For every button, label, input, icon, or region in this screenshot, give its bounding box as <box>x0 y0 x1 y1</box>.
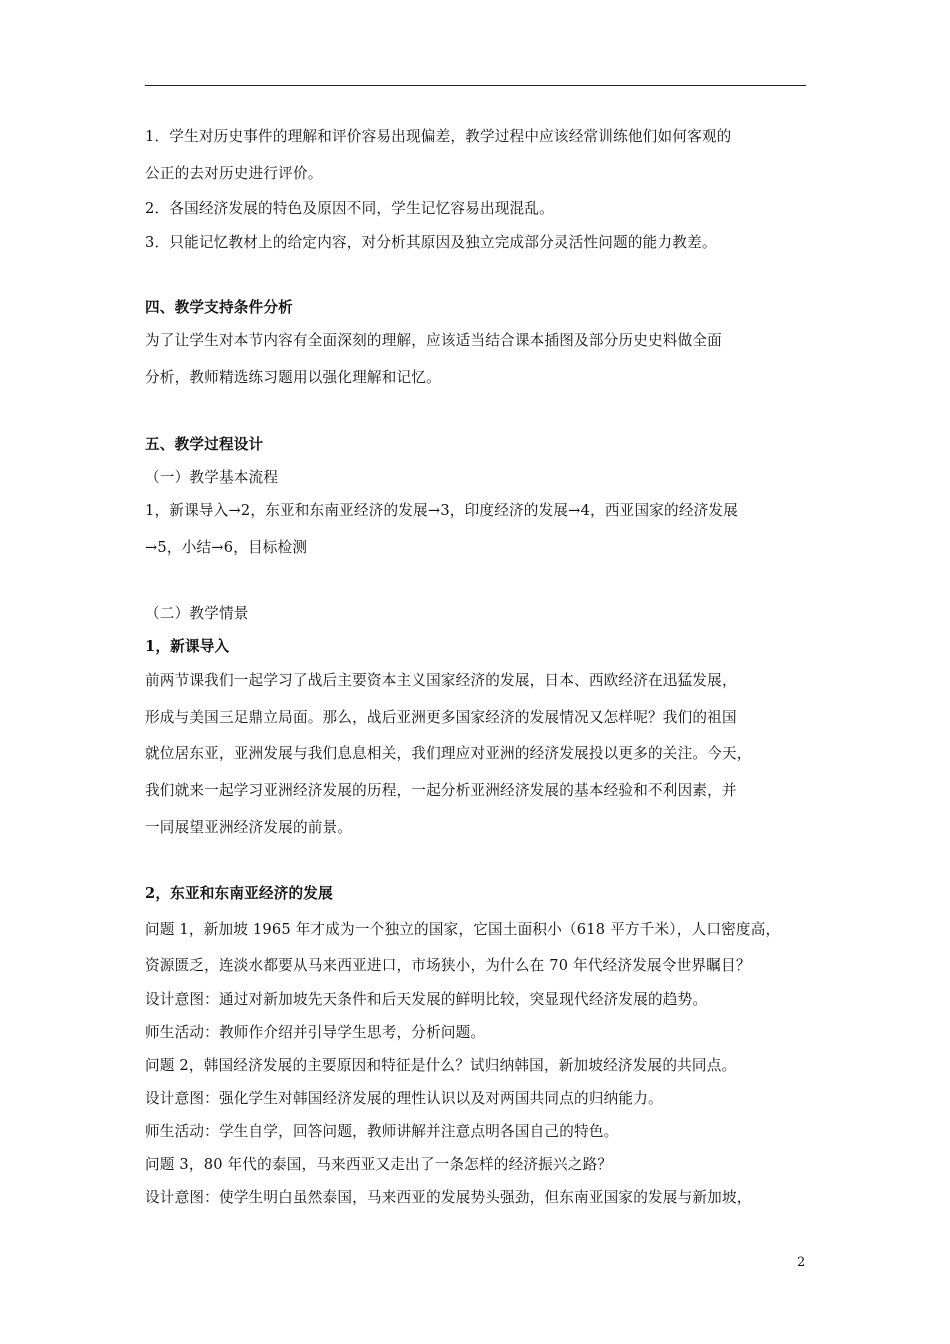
header-rule <box>145 85 806 86</box>
intro-paragraph-line: 形成与美国三足鼎立局面。那么，战后亚洲更多国家经济的发展情况又怎样呢？我们的祖国 <box>145 709 737 726</box>
question-line: 问题 1，新加坡 1965 年才成为一个独立的国家，它国土面积小（618 平方千米），人口密度高， <box>145 921 781 938</box>
intro-paragraph-line: 前两节课我们一起学习了战后主要资本主义国家经济的发展，日本、西欧经济在迅猛发展， <box>145 672 737 689</box>
flow-line: 1，新课导入→2，东亚和东南亚经济的发展→3，印度经济的发展→4，西亚国家的经济发展 <box>145 502 739 519</box>
design-intent-line: 设计意图：使学生明白虽然泰国，马来西亚的发展势头强劲，但东南亚国家的发展与新加坡， <box>145 1189 752 1206</box>
difficulty-item-1-cont: 公正的去对历史进行评价。 <box>145 165 323 182</box>
activity-line: 师生活动：学生自学，回答问题，教师讲解并注意点明各国自己的特色。 <box>145 1123 619 1140</box>
section-heading-5: 五、教学过程设计 <box>145 436 264 453</box>
design-intent-line: 设计意图：通过对新加坡先天条件和后天发展的鲜明比较，突显现代经济发展的趋势。 <box>145 991 708 1008</box>
difficulty-item-3: 3．只能记忆教材上的给定内容，对分析其原因及独立完成部分灵活性问题的能力教差。 <box>145 234 717 251</box>
support-paragraph-line: 为了让学生对本节内容有全面深刻的理解，应该适当结合课本插图及部分历史史料做全面 <box>145 332 722 349</box>
intro-paragraph-line: 一同展望亚洲经济发展的前景。 <box>145 819 353 836</box>
question-line: 问题 2，韩国经济发展的主要原因和特征是什么？试归纳韩国，新加坡经济发展的共同点。 <box>145 1057 737 1074</box>
step-heading-2: 2，东亚和东南亚经济的发展 <box>145 885 333 902</box>
support-paragraph-line: 分析，教师精选练习题用以强化理解和记忆。 <box>145 369 441 386</box>
subsection-heading-2: （二）教学情景 <box>145 605 249 622</box>
section-heading-4: 四、教学支持条件分析 <box>145 299 293 316</box>
flow-line: →5，小结→6，目标检测 <box>145 539 308 556</box>
difficulty-item-1: 1．学生对历史事件的理解和评价容易出现偏差，教学过程中应该经常训练他们如何客观的 <box>145 128 732 145</box>
intro-paragraph-line: 就位居东亚，亚洲发展与我们息息相关，我们理应对亚洲的经济发展投以更多的关注。今天， <box>145 745 752 762</box>
question-line: 问题 3，80 年代的泰国，马来西亚又走出了一条怎样的经济振兴之路？ <box>145 1156 613 1173</box>
difficulty-item-2: 2．各国经济发展的特色及原因不同，学生记忆容易出现混乱。 <box>145 200 554 217</box>
subsection-heading-1: （一）教学基本流程 <box>145 469 279 486</box>
intro-paragraph-line: 我们就来一起学习亚洲经济发展的历程，一起分析亚洲经济发展的基本经验和不利因素，并 <box>145 782 737 799</box>
activity-line: 师生活动：教师作介绍并引导学生思考，分析问题。 <box>145 1024 486 1041</box>
page-number: 2 <box>797 1255 806 1270</box>
step-heading-1: 1，新课导入 <box>145 638 230 655</box>
question-line: 资源匮乏，连淡水都要从马来西亚进口，市场狭小，为什么在 70 年代经济发展令世界瞩目？ <box>145 957 751 974</box>
design-intent-line: 设计意图：强化学生对韩国经济发展的理性认识以及对两国共同点的归纳能力。 <box>145 1090 663 1107</box>
